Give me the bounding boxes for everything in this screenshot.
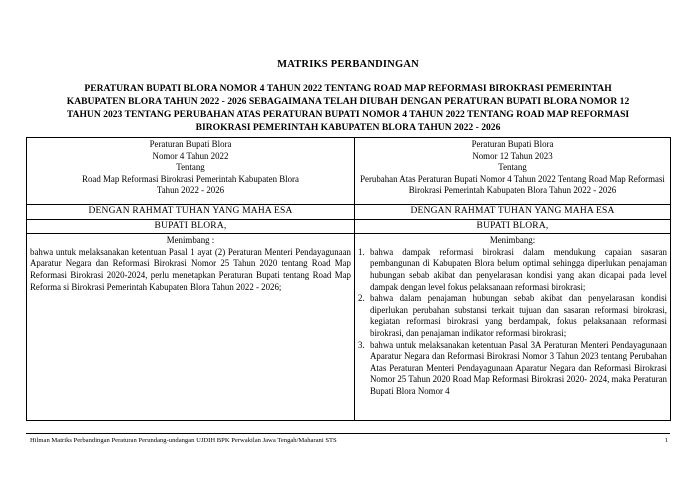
- right-considering-cell: [355, 234, 671, 421]
- footer-text: Hilman Matriks Perbandingan Peraturan Perundang-undangan UJDIH BPK Perwakilan Jawa Tengah/Maharani STS: [30, 437, 337, 444]
- right-header-line: Tentang: [498, 162, 527, 173]
- right-official: BUPATI BLORA,: [355, 219, 671, 234]
- list-item: [358, 339, 667, 398]
- item-text: bahwa dampak reformasi birokrasi dalam mendukung capaian sasaran pembangunan di Kabupaten Blora belum optimal sehingga diperlukan penajaman hubungan sebab akibat dan penyelarasan kondisi yang akan dicapai pada level dampak dengan level fokus pelaksanaan reformasi birokrasi;: [370, 246, 667, 292]
- table-row: [27, 234, 671, 421]
- left-menimbang-label: Menimbang :: [166, 235, 215, 246]
- document-title: MATRIKS PERBANDINGAN: [277, 59, 419, 70]
- left-header-cell: [27, 138, 355, 205]
- list-item: [358, 246, 667, 293]
- left-header-line: Road Map Reformasi Birokrasi Pemerintah Kabupaten Blora: [82, 173, 299, 184]
- left-considering-cell: [27, 234, 355, 421]
- right-header-line: Perubahan Atas Peraturan Bupati Nomor 4 Tahun 2022 Tentang Road Map Reformasi Birokrasi Pemerintah Kabupaten Blora Tahun 2022 - 2026: [360, 173, 665, 196]
- left-considering-text: bahwa untuk melaksanakan ketentuan Pasal 1 ayat (2) Peraturan Menteri Pendayagunaan Aparatur Negara dan Reformasi Birokrasi Nomor 25 Tahun 2020 tentang Road Map Reformasi Birokrasi 2020-2024, perlu menetapkan Peraturan Bupati tentang Road Map Reforma si Birokrasi Pemerintah Kabupaten Blora Tahun 2022 - 2026;: [30, 246, 351, 292]
- right-opening: DENGAN RAHMAT TUHAN YANG MAHA ESA: [355, 205, 671, 220]
- list-item: [358, 293, 667, 339]
- left-header-line: Peraturan Bupati Blora: [149, 139, 232, 149]
- considering-list: [358, 247, 667, 398]
- page-number: 1: [664, 437, 668, 444]
- right-header-cell: [355, 138, 671, 205]
- right-header-line: Peraturan Bupati Blora: [471, 139, 554, 149]
- left-opening: DENGAN RAHMAT TUHAN YANG MAHA ESA: [27, 205, 355, 220]
- item-number: 1.: [358, 246, 365, 257]
- table-row: [27, 219, 671, 234]
- right-menimbang-label: Menimbang:: [489, 235, 536, 246]
- item-text: bahwa dalam penajaman hubungan sebab akibat dan penyelarasan kondisi diperlukan perubahan substansi terkait tujuan dan sasaran reformasi birokrasi, kegiatan reformasi birokrasi yang berdampak, fokus pelaksanaan reformasi birokrasi, dan penajaman indikator reformasi birokrasi;: [370, 293, 667, 338]
- table-row: [27, 205, 671, 220]
- document-subtitle: PERATURAN BUPATI BLORA NOMOR 4 TAHUN 2022 TENTANG ROAD MAP REFORMASI BIROKRASI PEMERINTAH KABUPATEN BLORA TAHUN 2022 - 2026 SEBAGAIMANA TELAH DIUBAH DENGAN PERATURAN BUPATI BLORA NOMOR 12 TAHUN 2023 TENTANG PERUBAHAN ATAS PERATURAN BUPATI NOMOR 4 TAHUN 2022 TENTANG ROAD MAP REFORMASI BIROKRASI PEMERINTAH KABUPATEN BLORA TAHUN 2022 - 2026: [66, 83, 630, 133]
- left-official: BUPATI BLORA,: [27, 219, 355, 234]
- right-header-line: Nomor 12 Tahun 2023: [472, 150, 553, 161]
- left-header-line: Tentang: [176, 162, 205, 173]
- item-number: 3.: [358, 339, 365, 350]
- item-number: 2.: [358, 293, 365, 304]
- comparison-table: [26, 137, 671, 421]
- item-text: bahwa untuk melaksanakan ketentuan Pasal 3A Peraturan Menteri Pendayagunaan Aparatur Negara dan Reformasi Birokrasi Nomor 3 Tahun 2023 tentang Perubahan Atas Peraturan Menteri Pendayagunaan Aparatur Negara dan Reformasi Birokrasi Nomor 25 Tahun 2020 Road Map Reformasi Birokrasi 2020- 2024, maka Peraturan Bupati Blora Nomor 4: [370, 339, 667, 396]
- table-row: [27, 138, 671, 205]
- left-header-line: Nomor 4 Tahun 2022: [152, 150, 229, 161]
- footer-divider: [26, 433, 670, 434]
- left-header-line: Tahun 2022 - 2026: [156, 185, 225, 196]
